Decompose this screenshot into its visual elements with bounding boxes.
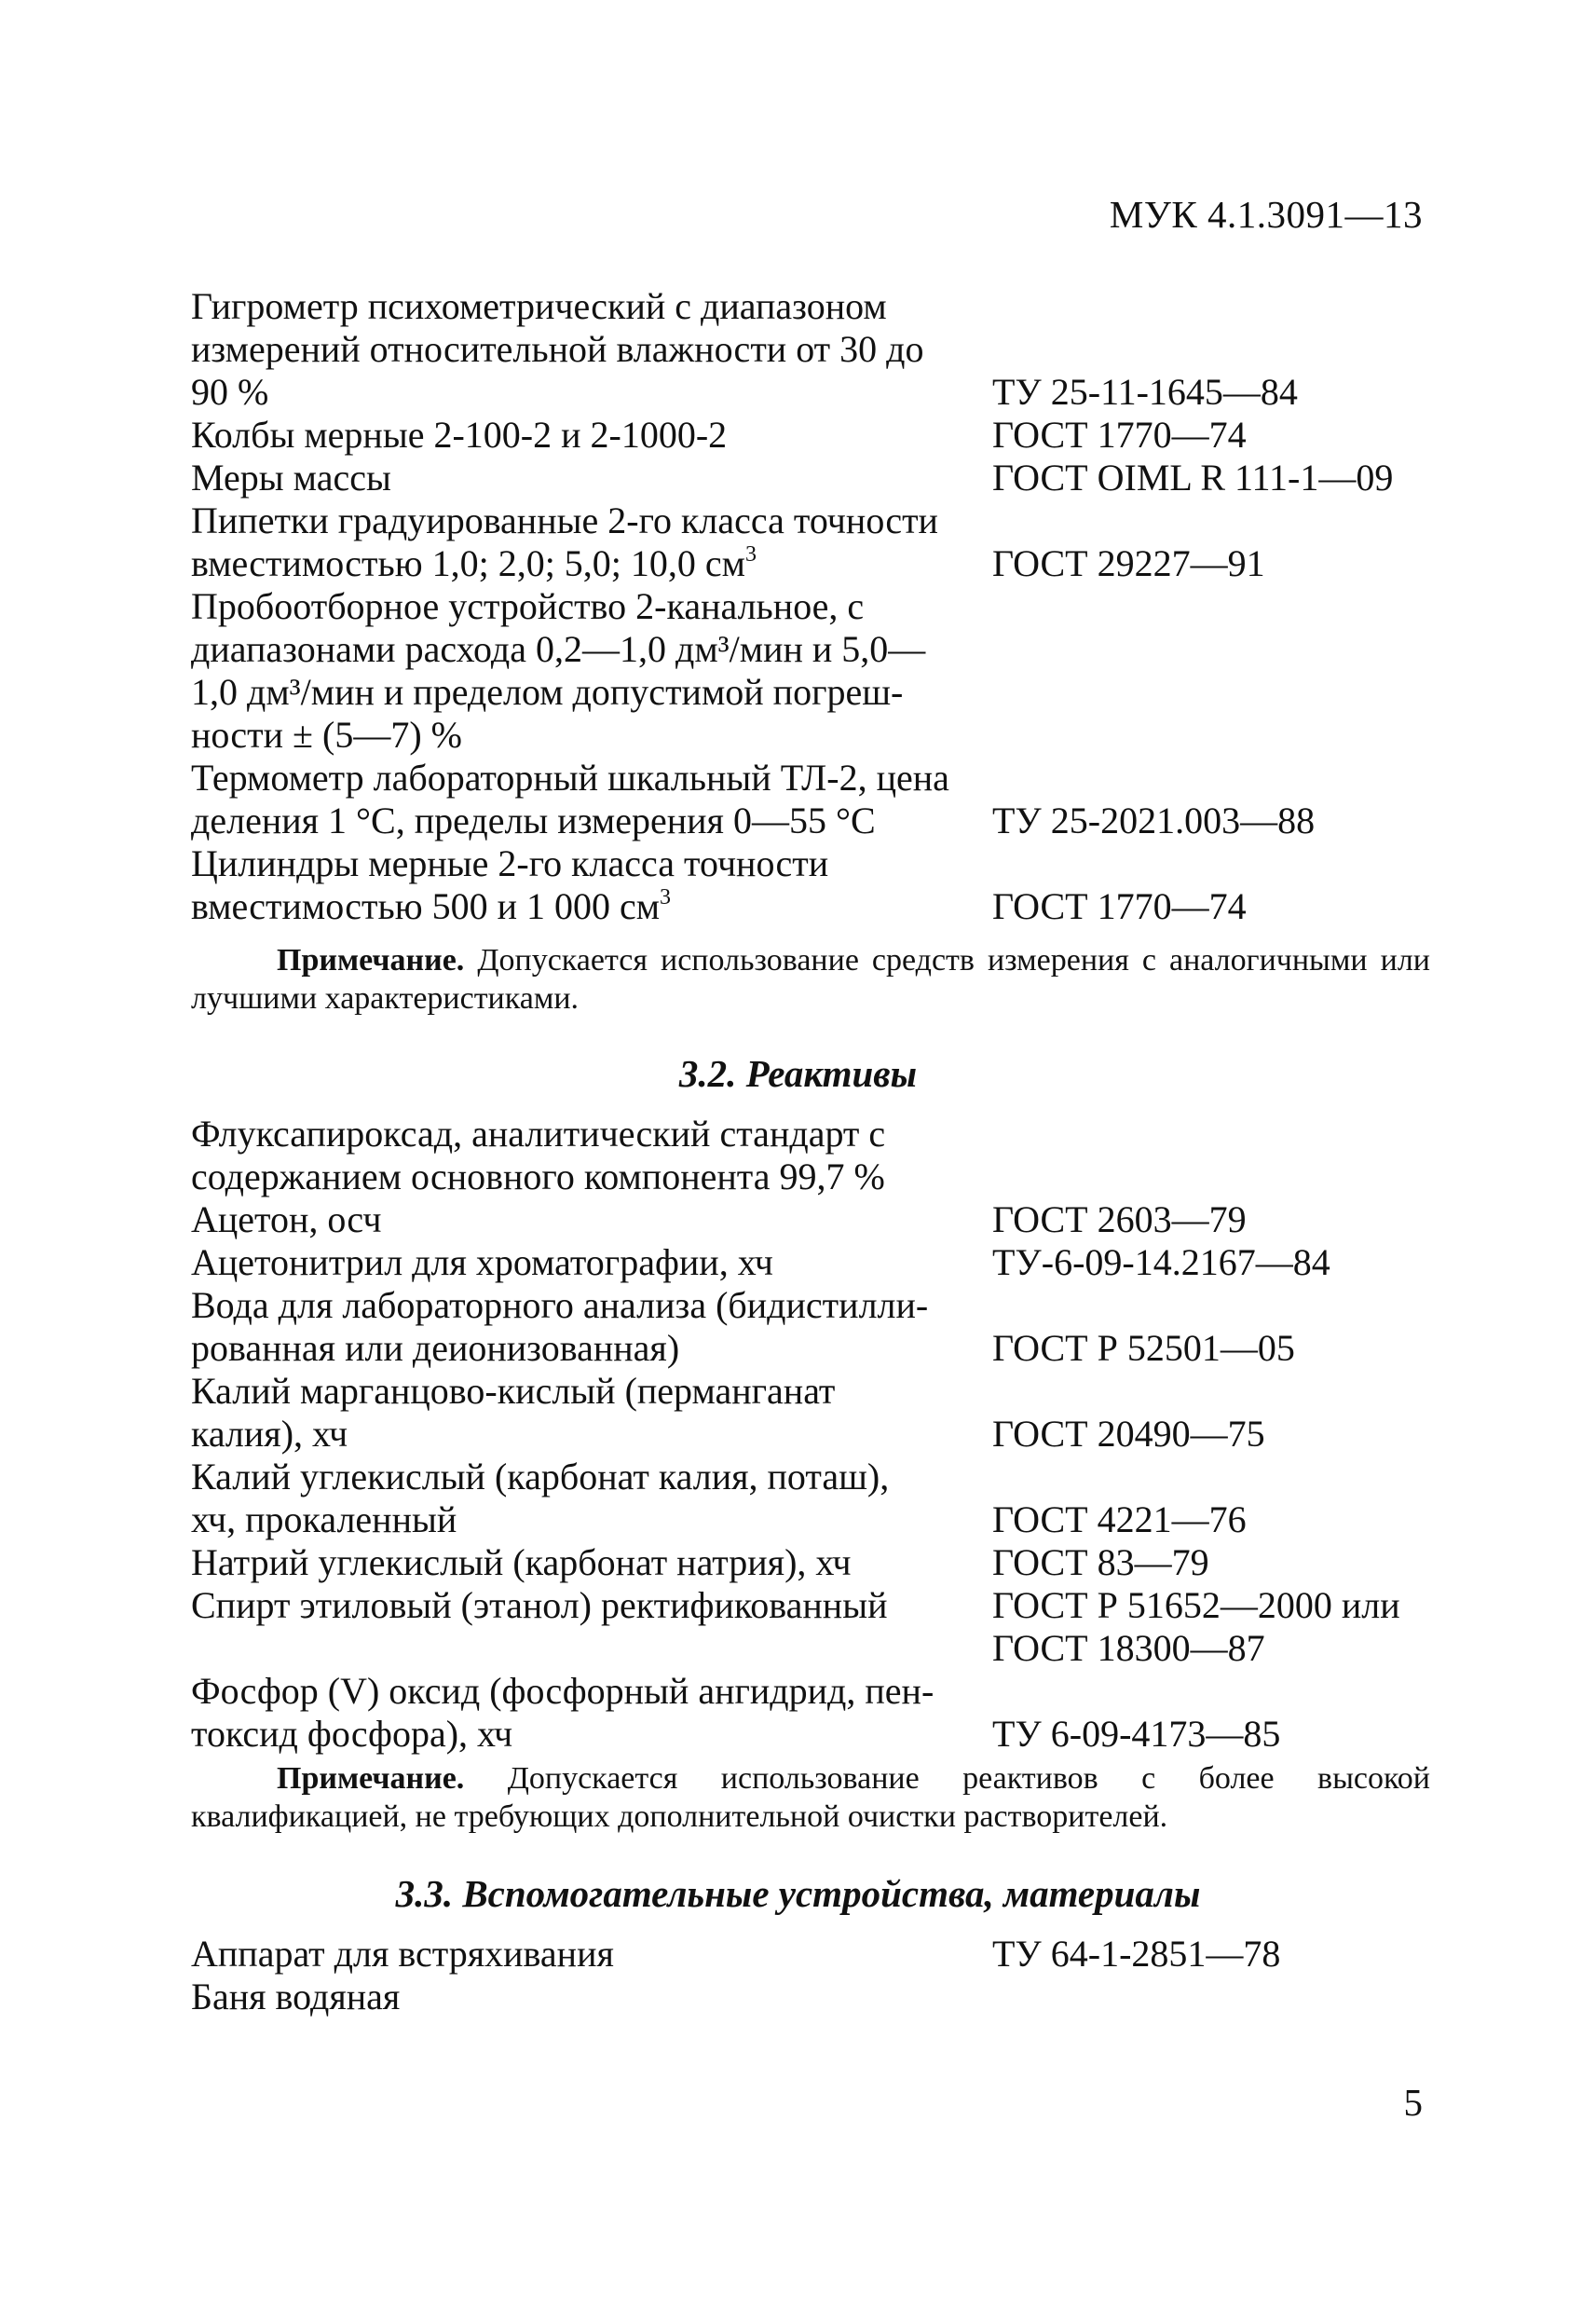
list-item: Колбы мерные 2-100-2 и 2-1000-2 ГОСТ 1770—74 [191, 414, 1430, 457]
list-item: Пипетки градуированные 2-го класса точности вместимостью 1,0; 2,0; 5,0; 10,0 $см^3$ ГОСТ 29227—91 [191, 499, 1430, 585]
list-item: Спирт этиловый (этанол) ректификованный ГОСТ Р 51652—2000 или ГОСТ 18300—87 [191, 1584, 1430, 1670]
reagents-list [191, 1113, 1430, 1756]
list-item: Вода для лабораторного анализа (бидистилли- рованная или деионизованная) ГОСТ Р 52501—05 [191, 1284, 1430, 1370]
standard-ref: ГОСТ Р 51652—2000 или [992, 1584, 1400, 1626]
list-item: Калий углекислый (карбонат калия, поташ), хч, прокаленный ГОСТ 4221—76 [191, 1456, 1430, 1541]
standard-ref: ГОСТ 83—79 [992, 1541, 1209, 1583]
note-reagents: Примечание. Допускается использование реактивов с более высокой квалификацией, не требующих дополнительной очистки растворителей. [191, 1761, 1430, 1834]
list-item: Флуксапироксад, аналитический стандарт с содержанием основного компонента 99,7 % [191, 1113, 886, 1197]
list-item: Гигрометр психометрический с диапазоном измерений относительной влажности от 30 до 90 % ТУ 25-11-1645—84 [191, 285, 1430, 414]
standard-ref: ГОСТ 1770—74 [992, 885, 1247, 927]
standard-ref: ГОСТ 18300—87 [992, 1627, 1265, 1669]
list-item: Пробоотборное устройство 2-канальное, с диапазонами расхода 0,2—1,0 дм³/мин и 5,0— 1,0 дм³/мин и пределом допустимой погреш- ности ± (5—7) % [191, 585, 926, 756]
document-code-header: МУК 4.1.3091—13 [1109, 193, 1423, 236]
standard-ref: ГОСТ 2603—79 [992, 1198, 1247, 1240]
standard-ref: ГОСТ 20490—75 [992, 1413, 1265, 1455]
standard-ref: ГОСТ 29227—91 [992, 542, 1265, 584]
list-item: Натрий углекислый (карбонат натрия), хч ГОСТ 83—79 [191, 1541, 1430, 1584]
list-item: Ацетонитрил для хроматографии, хч ТУ-6-09-14.2167—84 [191, 1241, 1430, 1284]
list-item: Калий марганцово-кислый (перманганат калия), хч ГОСТ 20490—75 [191, 1370, 1430, 1456]
standard-ref: ГОСТ Р 52501—05 [992, 1327, 1295, 1369]
standard-ref: ТУ-6-09-14.2167—84 [992, 1241, 1330, 1283]
standard-ref: ТУ 6-09-4173—85 [992, 1713, 1281, 1755]
instruments-list [191, 285, 1430, 928]
section-heading-auxiliary: 3.3. Вспомогательные устройства, материалы [395, 1872, 1201, 1915]
standard-ref: ТУ 25-2021.003—88 [992, 800, 1316, 841]
auxiliary-list [191, 1933, 1430, 2018]
list-item: Баня водяная [191, 1976, 401, 2017]
list-item: Меры массы ГОСТ OIML R 111-1—09 [191, 457, 1430, 499]
standard-ref: ГОСТ OIML R 111-1—09 [992, 457, 1394, 499]
standard-ref: ГОСТ 4221—76 [992, 1498, 1247, 1540]
standard-ref: ТУ 25-11-1645—84 [992, 371, 1298, 413]
list-item: Фосфор (V) оксид (фосфорный ангидрид, пен- токсид фосфора), хч ТУ 6-09-4173—85 [191, 1670, 1430, 1756]
section-heading-reagents: 3.2. Реактивы [678, 1052, 918, 1095]
list-item: Термометр лабораторный шкальный ТЛ-2, цена деления 1 °С, пределы измерения 0—55 °С ТУ 25-2021.003—88 [191, 757, 1430, 842]
list-item: Цилиндры мерные 2-го класса точности вместимостью 500 и 1 000 $см^3$ ГОСТ 1770—74 [191, 842, 1430, 928]
page-number: 5 [1403, 2081, 1423, 2124]
standard-ref: ГОСТ 1770—74 [992, 414, 1247, 456]
standard-ref: ТУ 64-1-2851—78 [992, 1933, 1281, 1975]
list-item: Ацетон, осч ГОСТ 2603—79 [191, 1198, 1430, 1241]
note-instruments: Примечание. Допускается использование средств измерения с аналогичными или лучшими характеристиками. [191, 943, 1430, 1016]
list-item: Аппарат для встряхивания ТУ 64-1-2851—78 [191, 1933, 1430, 1976]
